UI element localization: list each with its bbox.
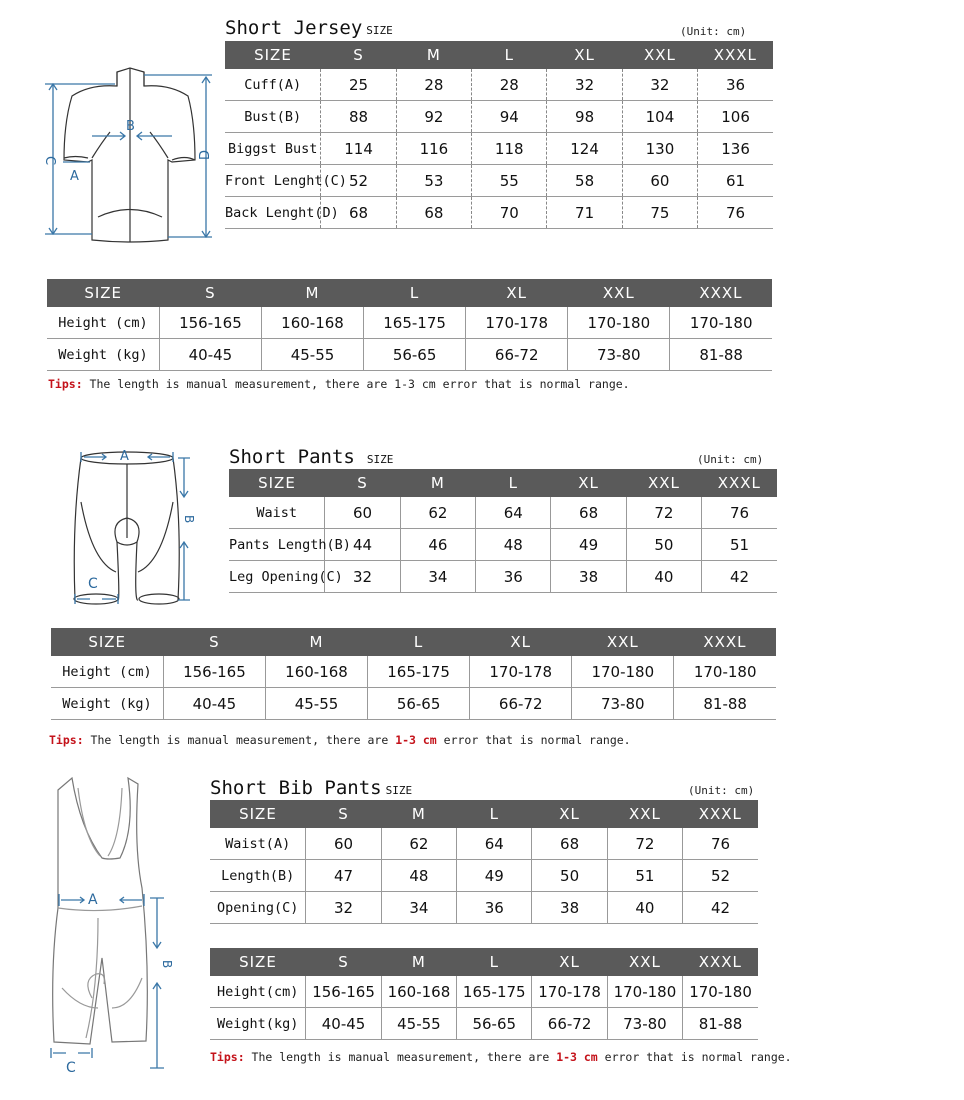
row-label: Length(B) [210, 860, 306, 892]
table-cell: 44 [325, 529, 400, 561]
table-row [225, 165, 773, 197]
table-cell: 170-180 [568, 307, 670, 339]
table-cell: 170-180 [683, 976, 758, 1008]
size-column-header: XXL [607, 800, 682, 828]
size-column-header: M [261, 279, 363, 307]
table-cell: 68 [396, 197, 471, 229]
row-label: Back Lenght(D) [225, 197, 321, 229]
row-label: Weight(kg) [210, 1008, 306, 1040]
table-cell: 160-168 [381, 976, 456, 1008]
size-column-header: XL [551, 469, 626, 497]
size-column-header: XL [532, 800, 607, 828]
size-column-header: L [364, 279, 466, 307]
pants-size-table [229, 469, 777, 593]
table-cell: 104 [622, 101, 697, 133]
table-cell: 66-72 [466, 339, 568, 371]
table-cell: 136 [698, 133, 773, 165]
size-header: SIZE [225, 41, 321, 69]
size-column-header: M [381, 948, 456, 976]
size-column-header: L [472, 41, 547, 69]
table-cell: 48 [381, 860, 456, 892]
size-column-header: S [306, 800, 381, 828]
tips-text-end: error that is normal range. [436, 733, 631, 747]
table-row [210, 976, 758, 1008]
size-column-header: XXXL [670, 279, 772, 307]
row-label: Waist [229, 497, 325, 529]
table-cell: 62 [381, 828, 456, 860]
table-cell: 160-168 [265, 656, 367, 688]
table-cell: 60 [622, 165, 697, 197]
header-row [225, 41, 773, 69]
size-column-header: XXXL [674, 628, 776, 656]
size-column-header: XXL [572, 628, 674, 656]
table-row [210, 828, 758, 860]
header-row [210, 948, 758, 976]
table-cell: 25 [321, 69, 396, 101]
table-cell: 64 [457, 828, 532, 860]
table-cell: 53 [396, 165, 471, 197]
table-cell: 36 [698, 69, 773, 101]
table-row [225, 101, 773, 133]
pants-title [229, 446, 393, 468]
table-cell: 81-88 [674, 688, 776, 720]
table-row [210, 892, 758, 924]
table-cell: 73-80 [568, 339, 670, 371]
pants-title-text: Short Pants [229, 446, 355, 468]
table-cell: 52 [683, 860, 758, 892]
row-label: Cuff(A) [225, 69, 321, 101]
row-label: Opening(C) [210, 892, 306, 924]
table-cell: 81-88 [670, 339, 772, 371]
table-cell: 124 [547, 133, 622, 165]
table-cell: 56-65 [368, 688, 470, 720]
size-column-header: XXL [607, 948, 682, 976]
table-cell: 34 [381, 892, 456, 924]
table-cell: 40 [626, 561, 701, 593]
table-cell: 58 [547, 165, 622, 197]
table-cell: 45-55 [381, 1008, 456, 1040]
table-cell: 45-55 [261, 339, 363, 371]
row-label: Weight (kg) [51, 688, 163, 720]
table-cell: 56-65 [364, 339, 466, 371]
table-cell: 48 [476, 529, 551, 561]
tips-highlight: 1-3 cm [556, 1050, 598, 1064]
bib-title-suffix: SIZE [385, 784, 413, 797]
table-cell: 66-72 [532, 1008, 607, 1040]
jersey-diagram [40, 62, 220, 247]
table-cell: 32 [306, 892, 381, 924]
label-a: A [70, 169, 79, 184]
size-column-header: M [396, 41, 471, 69]
table-cell: 68 [551, 497, 626, 529]
table-cell: 88 [321, 101, 396, 133]
table-cell: 62 [400, 497, 475, 529]
size-column-header: XL [466, 279, 568, 307]
size-column-header: S [159, 279, 261, 307]
table-cell: 32 [622, 69, 697, 101]
tips-text-end: error that is normal range. [435, 377, 630, 391]
table-row [225, 69, 773, 101]
jersey-unit: (Unit: cm) [680, 25, 747, 38]
table-cell: 32 [325, 561, 400, 593]
table-cell: 116 [396, 133, 471, 165]
table-cell: 36 [476, 561, 551, 593]
header-row [229, 469, 777, 497]
size-column-header: S [325, 469, 400, 497]
jersey-size-table [225, 41, 773, 229]
bib-diagram [40, 768, 180, 1078]
tips-text: The length is manual measurement, there are [244, 1050, 557, 1064]
row-label: Bust(B) [225, 101, 321, 133]
row-label: Pants Length(B) [229, 529, 325, 561]
table-row [51, 688, 776, 720]
tips-highlight: 1-3 cm [394, 377, 436, 391]
tips-prefix: Tips: [210, 1050, 245, 1064]
size-column-header: S [306, 948, 381, 976]
table-cell: 61 [698, 165, 773, 197]
size-header: SIZE [210, 800, 306, 828]
size-column-header: M [400, 469, 475, 497]
table-row [229, 529, 777, 561]
table-cell: 50 [532, 860, 607, 892]
table-cell: 130 [622, 133, 697, 165]
header-row [47, 279, 772, 307]
size-column-header: M [265, 628, 367, 656]
table-row [229, 561, 777, 593]
size-column-header: XL [547, 41, 622, 69]
jersey-tips [48, 377, 630, 391]
table-cell: 170-180 [670, 307, 772, 339]
table-cell: 42 [683, 892, 758, 924]
table-cell: 156-165 [306, 976, 381, 1008]
table-cell: 170-180 [572, 656, 674, 688]
table-row [47, 307, 772, 339]
size-column-header: L [457, 948, 532, 976]
table-cell: 64 [476, 497, 551, 529]
table-cell: 28 [472, 69, 547, 101]
row-label: Front Lenght(C) [225, 165, 321, 197]
table-cell: 46 [400, 529, 475, 561]
bib-title-text: Short Bib Pants [210, 777, 382, 799]
table-cell: 28 [396, 69, 471, 101]
table-cell: 156-165 [159, 307, 261, 339]
table-cell: 75 [622, 197, 697, 229]
table-cell: 73-80 [572, 688, 674, 720]
table-cell: 50 [626, 529, 701, 561]
table-cell: 60 [306, 828, 381, 860]
table-cell: 170-178 [532, 976, 607, 1008]
size-column-header: XXL [568, 279, 670, 307]
table-cell: 118 [472, 133, 547, 165]
table-cell: 34 [400, 561, 475, 593]
table-cell: 42 [702, 561, 777, 593]
table-row [210, 860, 758, 892]
table-cell: 92 [396, 101, 471, 133]
size-column-header: L [457, 800, 532, 828]
tips-prefix: Tips: [48, 377, 83, 391]
label-a: A [120, 449, 129, 464]
header-row [210, 800, 758, 828]
table-row [210, 1008, 758, 1040]
table-cell: 72 [626, 497, 701, 529]
table-cell: 165-175 [364, 307, 466, 339]
table-cell: 40 [607, 892, 682, 924]
table-row [47, 339, 772, 371]
table-cell: 49 [551, 529, 626, 561]
tips-text: The length is manual measurement, there are [83, 733, 396, 747]
tips-highlight: 1-3 cm [395, 733, 437, 747]
size-column-header: L [368, 628, 470, 656]
table-cell: 156-165 [163, 656, 265, 688]
bib-title [210, 777, 412, 799]
table-cell: 70 [472, 197, 547, 229]
size-column-header: XXL [626, 469, 701, 497]
table-cell: 165-175 [368, 656, 470, 688]
table-cell: 45-55 [265, 688, 367, 720]
label-b: B [182, 515, 196, 524]
table-cell: 55 [472, 165, 547, 197]
table-cell: 38 [551, 561, 626, 593]
label-d: D [198, 149, 213, 160]
jersey-title-suffix: SIZE [366, 24, 393, 37]
bib-body-table [210, 948, 758, 1040]
row-label: Biggst Bust [225, 133, 321, 165]
table-cell: 68 [532, 828, 607, 860]
measure-b-icon [178, 458, 190, 600]
bib-unit: (Unit: cm) [688, 784, 755, 797]
size-column-header: S [163, 628, 265, 656]
row-label: Leg Opening(C) [229, 561, 325, 593]
table-cell: 40-45 [159, 339, 261, 371]
size-column-header: XXXL [683, 800, 758, 828]
jersey-title-text: Short Jersey [225, 17, 363, 39]
table-cell: 32 [547, 69, 622, 101]
table-row [51, 656, 776, 688]
table-row [225, 197, 773, 229]
table-cell: 170-180 [607, 976, 682, 1008]
table-cell: 71 [547, 197, 622, 229]
size-column-header: XXL [622, 41, 697, 69]
table-cell: 170-178 [470, 656, 572, 688]
row-label: Height(cm) [210, 976, 306, 1008]
table-cell: 40-45 [306, 1008, 381, 1040]
jersey-body-table [47, 279, 772, 371]
table-cell: 38 [532, 892, 607, 924]
label-a: A [88, 892, 98, 908]
table-cell: 51 [607, 860, 682, 892]
row-label: Weight (kg) [47, 339, 159, 371]
table-cell: 81-88 [683, 1008, 758, 1040]
size-column-header: XXXL [683, 948, 758, 976]
table-cell: 49 [457, 860, 532, 892]
table-cell: 36 [457, 892, 532, 924]
table-cell: 66-72 [470, 688, 572, 720]
table-cell: 170-178 [466, 307, 568, 339]
table-cell: 47 [306, 860, 381, 892]
table-cell: 160-168 [261, 307, 363, 339]
row-label: Height (cm) [51, 656, 163, 688]
table-cell: 76 [683, 828, 758, 860]
pants-body-table [51, 628, 776, 720]
measure-c-icon [51, 1048, 92, 1058]
pants-title-suffix: SIZE [366, 453, 394, 466]
table-cell: 76 [702, 497, 777, 529]
size-header: SIZE [229, 469, 325, 497]
header-row [51, 628, 776, 656]
table-cell: 60 [325, 497, 400, 529]
table-cell: 165-175 [457, 976, 532, 1008]
measure-b-icon [150, 898, 164, 1068]
table-cell: 40-45 [163, 688, 265, 720]
table-cell: 56-65 [457, 1008, 532, 1040]
size-column-header: S [321, 41, 396, 69]
size-header: SIZE [47, 279, 159, 307]
label-b: B [160, 960, 174, 969]
measure-a-icon [59, 894, 144, 906]
row-label: Height (cm) [47, 307, 159, 339]
size-column-header: XL [532, 948, 607, 976]
label-c: C [88, 576, 98, 592]
tips-prefix: Tips: [49, 733, 84, 747]
tips-text: The length is manual measurement, there are [82, 377, 395, 391]
size-column-header: XL [470, 628, 572, 656]
label-c: C [42, 156, 57, 166]
table-cell: 52 [321, 165, 396, 197]
size-header: SIZE [51, 628, 163, 656]
table-row [225, 133, 773, 165]
label-b: B [126, 119, 135, 134]
size-column-header: L [476, 469, 551, 497]
table-cell: 76 [698, 197, 773, 229]
table-cell: 51 [702, 529, 777, 561]
label-c: C [66, 1060, 76, 1076]
table-cell: 106 [698, 101, 773, 133]
table-cell: 170-180 [674, 656, 776, 688]
bib-size-table [210, 800, 758, 924]
table-cell: 114 [321, 133, 396, 165]
table-cell: 72 [607, 828, 682, 860]
pants-tips [49, 733, 631, 747]
table-cell: 94 [472, 101, 547, 133]
tips-text-end: error that is normal range. [597, 1050, 792, 1064]
table-row [229, 497, 777, 529]
table-cell: 73-80 [607, 1008, 682, 1040]
jersey-title [225, 17, 393, 39]
table-cell: 68 [321, 197, 396, 229]
bib-tips [210, 1050, 792, 1064]
table-cell: 98 [547, 101, 622, 133]
size-column-header: M [381, 800, 456, 828]
pants-unit: (Unit: cm) [697, 453, 764, 466]
pants-diagram [62, 442, 202, 607]
size-header: SIZE [210, 948, 306, 976]
size-column-header: XXXL [702, 469, 777, 497]
row-label: Waist(A) [210, 828, 306, 860]
size-column-header: XXXL [698, 41, 773, 69]
